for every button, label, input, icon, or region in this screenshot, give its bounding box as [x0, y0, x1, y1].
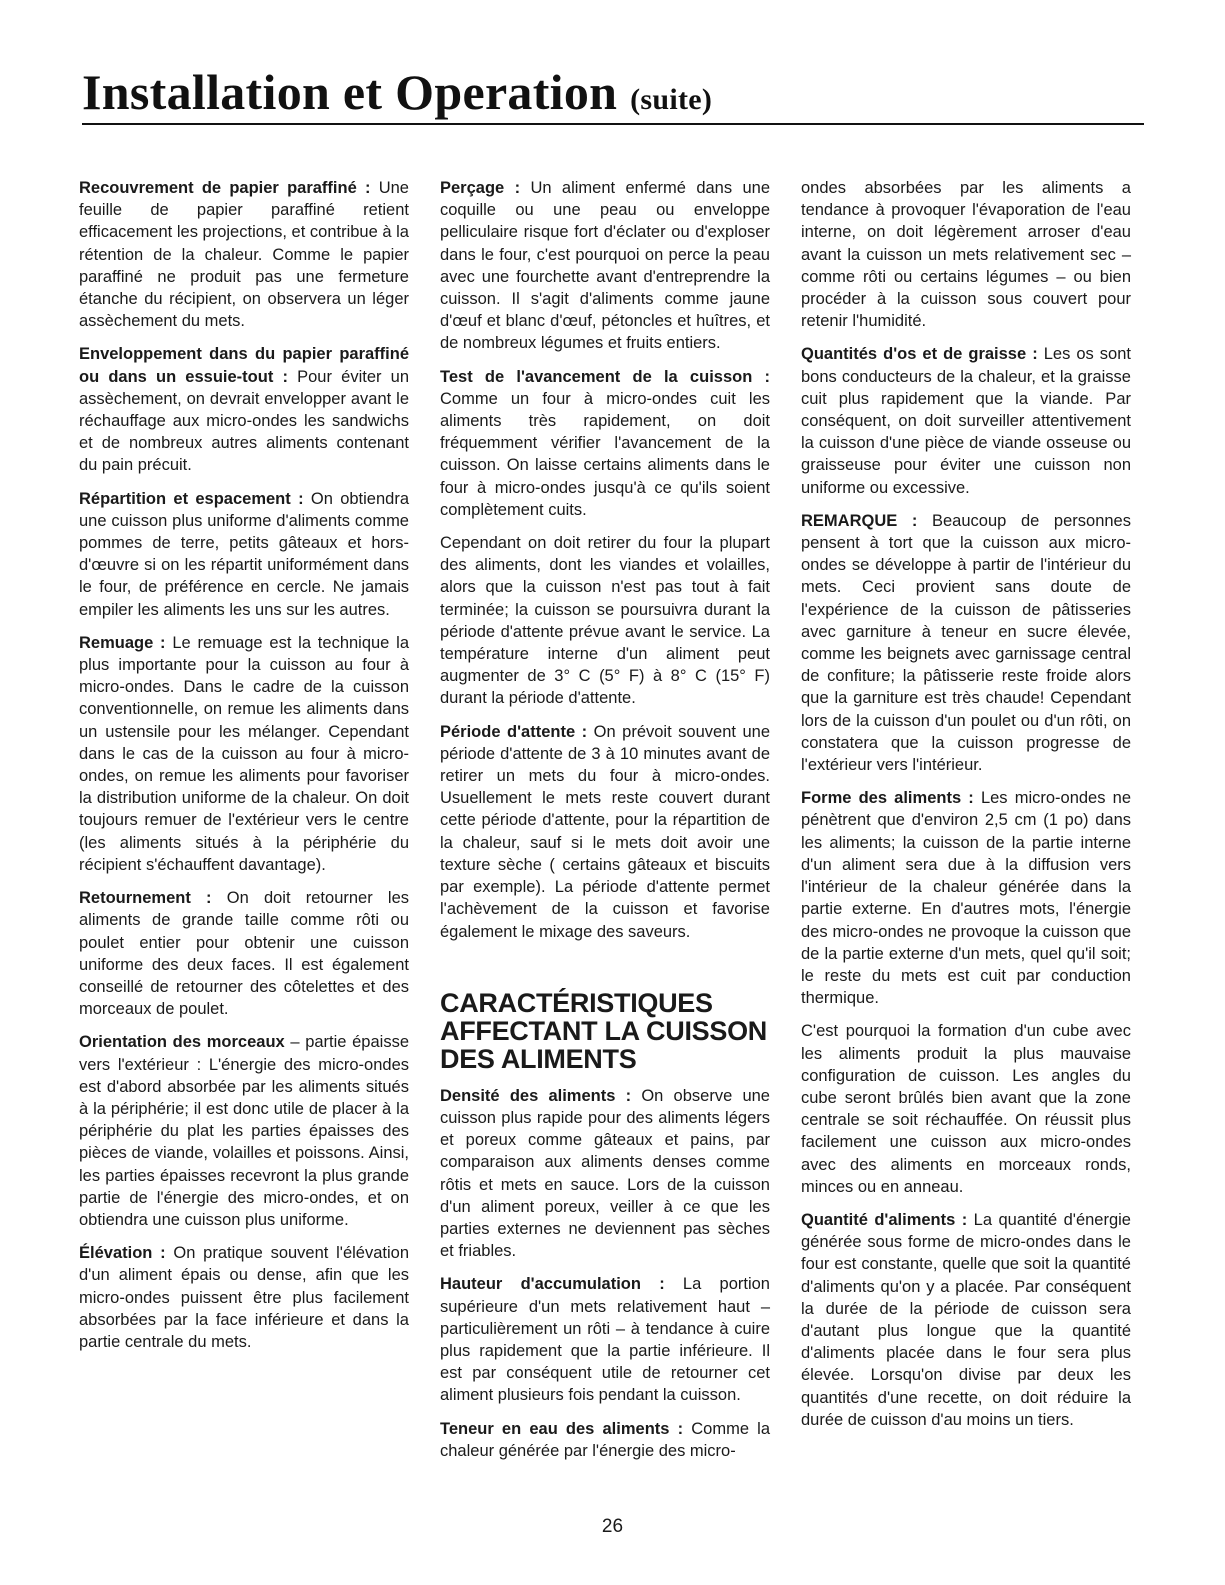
paragraph-term: Perçage : [440, 179, 521, 197]
paragraph-term: Orientation des morceaux [79, 1033, 285, 1052]
paragraph [440, 177, 770, 355]
paragraph [79, 632, 409, 876]
paragraph-term: Période d'attente : [440, 722, 588, 741]
paragraph-term: REMARQUE : [801, 511, 918, 530]
paragraph [440, 721, 770, 943]
paragraph-text: On obtiendra une cuisson plus uniforme d'aliments comme pommes de terre, petits gâteaux et hors-d'œuvre si on les répartit uniformément dans le four, de préférence en cercle. Ne jamais empiler les aliments les uns sur les autres. [79, 489, 409, 619]
header-rule [82, 123, 1144, 125]
paragraph [440, 1273, 770, 1406]
paragraph [801, 510, 1131, 776]
title-suffix: (suite) [630, 83, 713, 116]
paragraph [79, 1242, 409, 1353]
paragraph-text: C'est pourquoi la formation d'un cube avec les aliments produit la plus mauvaise configuration de cuisson. Les angles du cube seront brûlés bien avant que la zone centrale se soit réchauffée. On réussit plus facilement une cuisson aux micro-ondes avec des aliments en morceaux ronds, minces ou en anneau. [801, 1022, 1131, 1196]
paragraph-term: Enveloppement dans du papier paraffiné ou dans un essuie-tout : [79, 345, 409, 386]
paragraph-text: Comme un four à micro-ondes cuit les aliments très rapidement, on doit fréquemment vérifier l'avancement de la cuisson. On laisse certains aliments dans le four à micro-ondes jusqu'à ce qu'ils soient complètement cuits. [440, 389, 770, 519]
paragraph-text: Les os sont bons conducteurs de la chaleur, et la graisse cuit plus rapidement que la viande. Par conséquent, on doit surveiller attentivement la cuisson d'une pièce de viande osseuse ou graisseuse pour éviter une cuisson non uniforme ou excessive. [801, 345, 1131, 497]
paragraph [801, 1209, 1131, 1431]
page-header [82, 62, 1144, 130]
paragraph-text: On doit retourner les aliments de grande taille comme rôti ou poulet entier pour obtenir une cuisson uniforme des deux faces. Il est également conseillé de retourner des côtelettes et des morceaux de poulet. [79, 889, 410, 1019]
paragraph [79, 1031, 409, 1231]
paragraph [79, 887, 409, 1020]
paragraph-text: Les micro-ondes ne pénètrent que d'environ 2,5 cm (1 po) dans les aliments; la cuisson de la partie interne d'un aliment sera due à la diffusion vers l'intérieur de la chaleur générée dans la partie externe. En d'autres mots, l'énergie des micro-ondes ne provoque la cuisson que de la partie externe d'un mets, quel qu'il soit; le reste du mets est cuit par conduction thermique. [801, 789, 1131, 1008]
paragraph [440, 1418, 770, 1462]
paragraph [79, 177, 409, 332]
paragraph-term: Hauteur d'accumulation : [440, 1275, 665, 1294]
paragraph-term: Remuage : [79, 633, 166, 652]
paragraph-text: La quantité d'énergie générée sous forme de micro-ondes dans le four est constante, quelle que soit la quantité d'aliments qu'on y a placée. Par conséquent la durée de la période de cuisson sera d'autant plus longue que la quantité d'aliments placée dans le four sera plus élevée. Lorsqu'on divise par deux les quantités d'une recette, on doit réduire la durée de cuisson d'au moins un tiers. [801, 1210, 1131, 1429]
paragraph-text: ondes absorbées par les aliments a tendance à provoquer l'évaporation de l'eau interne, on doit légèrement arroser d'eau avant la cuisson un mets relativement sec – comme rôti ou certains légumes – ou bien procéder à la cuisson sous couvert pour retenir l'humidité. [801, 179, 1131, 331]
paragraph [440, 366, 770, 521]
paragraph [801, 787, 1131, 1009]
paragraph [79, 343, 409, 476]
paragraph-text: La portion supérieure d'un mets relativement haut – particulièrement un rôti – à tendance à cuire plus rapidement que la partie inférieure. Il est par conséquent utile de retourner cet aliment plusieurs fois pendant la cuisson. [440, 1275, 770, 1405]
column-2-top [440, 177, 770, 943]
paragraph-term: Teneur en eau des aliments : [440, 1419, 684, 1438]
column-2-bottom [440, 1085, 770, 1462]
paragraph [801, 1020, 1131, 1198]
paragraph-term: Quantités d'os et de graisse : [801, 345, 1038, 364]
paragraph-text: On pratique souvent l'élévation d'un aliment épais ou dense, afin que les micro-ondes puissent être plus facilement absorbées par la face inférieure et dans la partie centrale du mets. [79, 1244, 409, 1351]
paragraph-text: Un aliment enfermé dans une coquille ou une peau ou enveloppe pelliculaire risque fort d'éclater ou d'exploser dans le four, c'est pourquoi on perce la peau avec une fourchette avant d'entreprendre la cuisson. Il s'agit d'aliments comme jaune d'œuf et blanc d'œuf, pétoncles et huîtres, et de nombreux légumes et fruits entiers. [440, 179, 771, 353]
paragraph [79, 488, 409, 621]
paragraph-term: Recouvrement de papier paraffiné : [79, 179, 371, 197]
paragraph-term: Forme des aliments : [801, 789, 974, 808]
paragraph-text: On observe une cuisson plus rapide pour des aliments légers et poreux comme gâteaux et pains, par comparaison aux aliments denses comme rôtis et mets en sauce. Lors de la cuisson d'un aliment poreux, veiller à ce que les parties externes ne deviennent pas sèches et friables. [440, 1086, 770, 1261]
page-number: 26 [601, 1516, 624, 1537]
paragraph-term: Répartition et espacement : [79, 489, 304, 508]
column-1 [79, 177, 409, 1364]
paragraph [801, 343, 1131, 498]
paragraph-text: Pour éviter un assèchement, on devrait envelopper avant le réchauffage aux micro-ondes les sandwichs et de nombreux autres aliments contenant du pain précuit. [79, 367, 409, 475]
paragraph-text: – partie épaisse vers l'extérieur : L'énergie des micro-ondes est d'abord absorbée par les aliments situés à la périphérie; il est donc utile de placer à la périphérie du plat les parties épaisses des pièces de viande, volailles et poissons. Ainsi, les parties épaisses recevront la plus grande partie de l'énergie des micro-ondes, et on obtiendra une cuisson plus uniforme. [79, 1033, 409, 1229]
paragraph-term: Élévation : [79, 1244, 166, 1263]
paragraph-term: Densité des aliments : [440, 1086, 632, 1105]
paragraph-text: Beaucoup de personnes pensent à tort que la cuisson aux micro-ondes se développe à partir de l'intérieur du mets. Ceci provient sans doute de l'expérience de la cuisson de pâtisseries avec garniture à teneur en sucre élevée, comme les beignets avec garnissage central de confiture; la pâtisserie reste froide alors que la garniture est très chaude! Cependant lors de la cuisson d'un poulet ou d'un rôti, on constatera que la cuisson progresse de l'extérieur vers l'intérieur. [801, 511, 1131, 775]
paragraph-term: Retournement : [79, 889, 212, 908]
column-3 [801, 177, 1131, 1442]
paragraph-text: Comme la chaleur générée par l'énergie des micro- [440, 1419, 770, 1460]
paragraph-text: On prévoit souvent une période d'attente de 3 à 10 minutes avant de retirer un mets du four à micro-ondes. Usuellement le mets reste couvert durant cette période d'attente, pour la répartition de la chaleur, sauf si le mets doit avoir une texture sèche ( certains gâteaux et biscuits par exemple). La période d'attente permet l'achèvement de la cuisson et favorise également le mixage des saveurs. [440, 722, 770, 941]
paragraph [801, 177, 1131, 332]
paragraph-term: Test de l'avancement de la cuisson : [440, 367, 770, 386]
paragraph-term: Quantité d'aliments : [801, 1210, 968, 1229]
page-title [82, 62, 1144, 130]
paragraph [440, 532, 770, 710]
column-2 [440, 177, 770, 1473]
paragraph-text: Une feuille de papier paraffiné retient efficacement les projections, et contribue à la rétention de la chaleur. Comme le papier paraffiné ne produit pas une fermeture étanche du récipient, on observera un léger assèchement du mets. [79, 179, 409, 331]
paragraph-text: Cependant on doit retirer du four la plupart des aliments, dont les viandes et volailles, alors que la cuisson n'est pas tout à fait terminée; la cuisson se poursuivra durant la période d'attente prévue avant le service. La température interne d'un aliment peut augmenter de 3° C (5° F) à 8° C (15° F) durant la période d'attente. [440, 534, 770, 708]
paragraph-text: Le remuage est la technique la plus importante pour la cuisson au four à micro-ondes. Dans le cadre de la cuisson conventionnelle, on remue les aliments dans un ustensile pour les mélanger. Cependant dans le cas de la cuisson au four à micro-ondes, on remue les aliments pour favoriser la distribution uniforme de la chaleur. On doit toujours remuer de l'extérieur vers le centre (les aliments situés à la périphérie du récipient s'échauffent davantage). [79, 633, 409, 874]
title-main: Installation et Operation [82, 64, 618, 120]
section-heading: CARACTÉRISTIQUES AFFECTANT LA CUISSON DES ALIMENTS [440, 987, 767, 1074]
paragraph [440, 1085, 770, 1263]
